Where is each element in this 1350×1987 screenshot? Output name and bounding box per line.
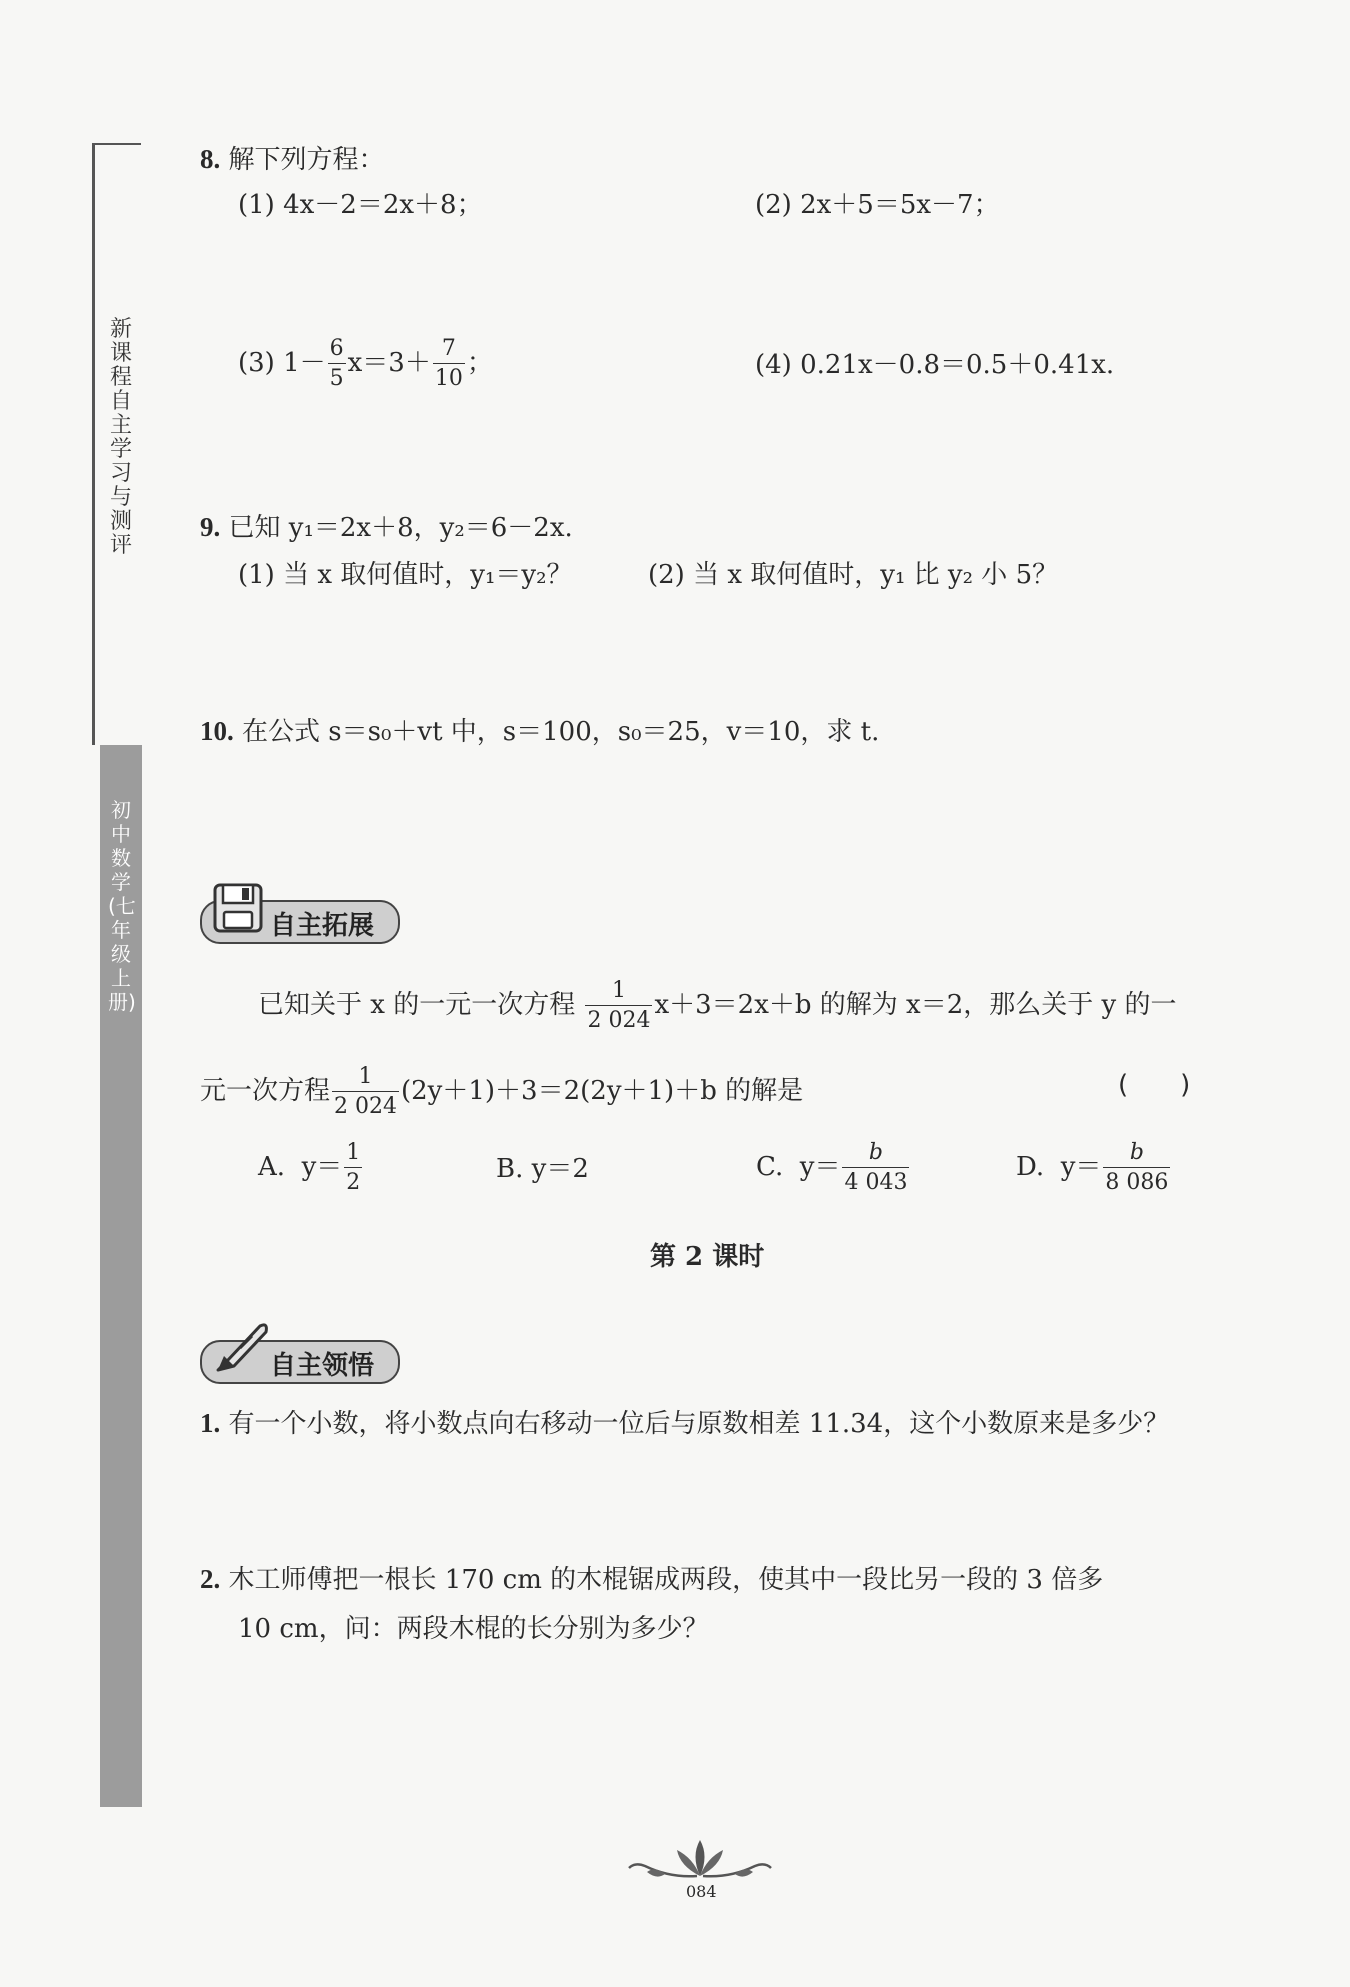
lesson2-question-2-continued: 10 cm，问：两段木棍的长分别为多少？	[238, 1614, 709, 1644]
question-prompt: 已知 y₁＝2x＋8，y₂＝6－2x.	[228, 513, 573, 543]
q8-part-3-end: ；	[466, 347, 493, 378]
question-10	[200, 718, 879, 745]
q8-part-3	[238, 336, 493, 392]
floral-ornament-icon	[625, 1836, 775, 1884]
lesson-title: 第 2 课时	[650, 1242, 765, 1272]
fraction-denominator: 2 024	[587, 1008, 651, 1034]
option-a	[258, 1140, 364, 1196]
q8-part-1: (1) 4x－2＝2x＋8；	[238, 190, 483, 220]
question-number: 8.	[200, 144, 221, 174]
lesson2-question-1	[200, 1410, 1169, 1437]
fraction	[328, 336, 346, 392]
lesson2-question-2	[200, 1566, 1103, 1593]
question-number: 9.	[200, 512, 221, 542]
option-prefix: y＝	[799, 1151, 841, 1182]
spine-book-title: 新课程自主学习与测评	[109, 317, 132, 558]
q9-part-2: (2) 当 x 取何值时，y₁ 比 y₂ 小 5？	[648, 560, 1059, 590]
fraction	[585, 978, 652, 1034]
question-number: 1.	[200, 1408, 221, 1438]
fraction-denominator: 5	[329, 366, 344, 392]
section-title-comprehension: 自主领悟	[270, 1351, 375, 1381]
question-number: 10.	[200, 716, 234, 746]
fraction-numerator: 1	[344, 1140, 362, 1168]
fraction-denominator: 4 043	[844, 1170, 908, 1196]
fraction-denominator: 2 024	[334, 1094, 397, 1120]
question-prompt: 解下列方程：	[228, 145, 385, 175]
fraction-denominator: 8 086	[1105, 1170, 1169, 1196]
fraction	[433, 336, 465, 392]
spine-grade-label: 初中数学(七年级上册)	[108, 798, 136, 1014]
fraction-numerator: 7	[433, 336, 465, 364]
option-prefix: y＝	[301, 1151, 343, 1182]
pen-icon	[210, 1318, 272, 1376]
q8-part-3-middle: x＝3＋	[347, 347, 431, 378]
option-label: D.	[1016, 1151, 1045, 1182]
q8-part-3-prefix: (3) 1－	[238, 347, 326, 378]
extension-line-2	[200, 1064, 803, 1120]
answer-blank: ( )	[1118, 1070, 1191, 1100]
extension-line-2-suffix: (2y＋1)＋3＝2(2y＋1)＋b 的解是	[401, 1075, 804, 1106]
question-prompt: 在公式 s＝s₀＋vt 中，s＝100，s₀＝25，v＝10，求 t.	[242, 717, 880, 747]
question-prompt: 木工师傅把一根长 170 cm 的木棍锯成两段，使其中一段比另一段的 3 倍多	[228, 1565, 1104, 1595]
extension-line-1	[258, 978, 1176, 1034]
fraction-numerator: 1	[332, 1064, 399, 1092]
option-c	[756, 1140, 911, 1196]
q8-part-4: (4) 0.21x－0.8＝0.5＋0.41x.	[755, 350, 1115, 380]
fraction-numerator: 6	[328, 336, 346, 364]
extension-line-2-prefix: 元一次方程	[200, 1075, 331, 1106]
option-label: C.	[756, 1151, 784, 1182]
page-number: 084	[686, 1882, 717, 1901]
question-8	[200, 146, 385, 173]
fraction	[344, 1140, 362, 1196]
fraction	[842, 1140, 909, 1196]
extension-line-1-suffix: x＋3＝2x＋b 的解为 x＝2，那么关于 y 的一	[654, 989, 1177, 1020]
fraction-numerator: b	[1103, 1140, 1170, 1168]
option-d	[1016, 1140, 1172, 1196]
fraction-denominator: 10	[434, 366, 463, 392]
q9-part-1: (1) 当 x 取何值时，y₁＝y₂？	[238, 560, 573, 590]
option-prefix: y＝	[1060, 1151, 1102, 1182]
extension-line-1-prefix: 已知关于 x 的一元一次方程	[258, 989, 576, 1020]
question-number: 2.	[200, 1564, 221, 1594]
floppy-disk-icon	[212, 882, 264, 936]
q8-part-2: (2) 2x＋5＝5x－7；	[755, 190, 1000, 220]
fraction-denominator: 2	[346, 1170, 361, 1196]
fraction-numerator: 1	[585, 978, 652, 1006]
fraction	[332, 1064, 399, 1120]
option-label: A.	[258, 1151, 286, 1182]
section-title-extension: 自主拓展	[270, 911, 375, 941]
option-b: B. y＝2	[496, 1154, 589, 1184]
fraction	[1103, 1140, 1170, 1196]
fraction-numerator: b	[842, 1140, 909, 1168]
question-prompt: 有一个小数，将小数点向右移动一位后与原数相差 11.34，这个小数原来是多少？	[228, 1409, 1170, 1439]
question-9	[200, 514, 573, 541]
